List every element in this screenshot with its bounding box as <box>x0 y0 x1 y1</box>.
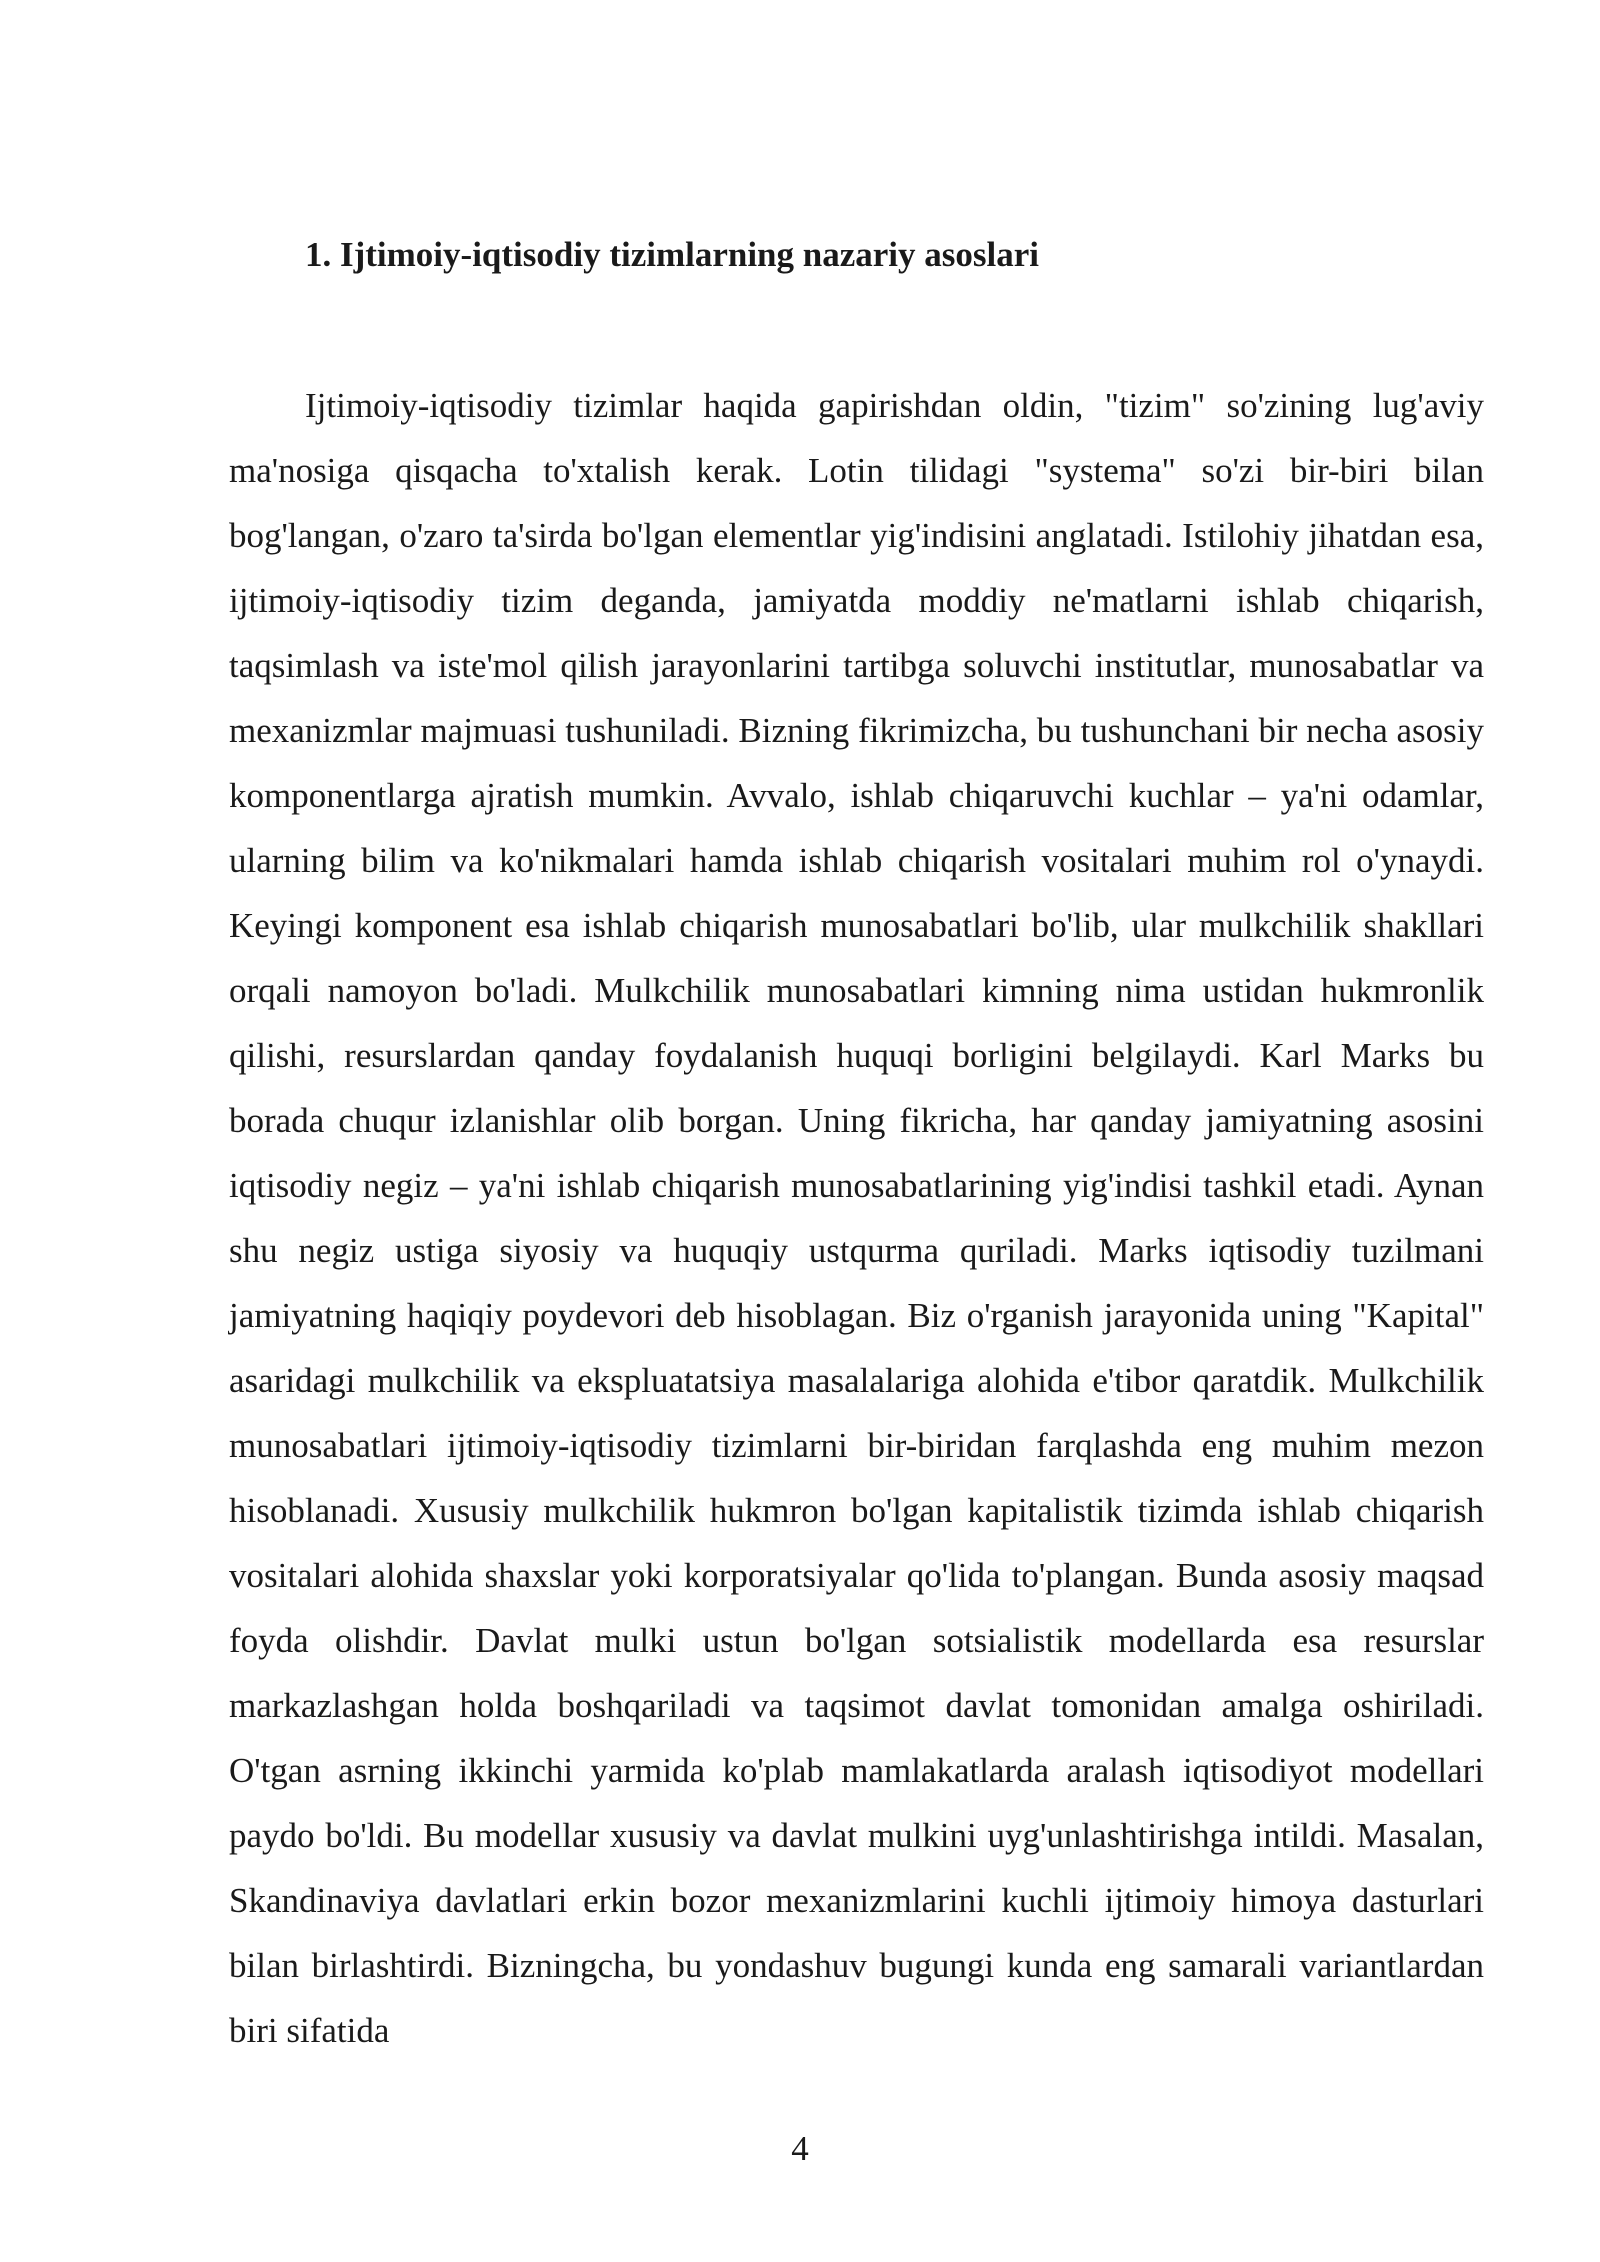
body-paragraph: Ijtimoiy-iqtisodiy tizimlar haqida gapirishdan oldin, "tizim" so'zining lug'aviy ma'nosiga qisqacha to'xtalish kerak. Lotin tilidagi "systema" so'zi bir-biri bilan bog'langan, o'zaro ta'sirda bo'lgan elementlar yig'indisini anglatadi. Istilohiy jihatdan esa, ijtimoiy-iqtisodiy tizim deganda, jamiyatda moddiy ne'matlarni ishlab chiqarish, taqsimlash va iste'mol qilish jarayonlarini tartibga soluvchi institutlar, munosabatlar va mexanizmlar majmuasi tushuniladi. Bizning fikrimizcha, bu tushunchani bir necha asosiy komponentlarga ajratish mumkin. Avvalo, ishlab chiqaruvchi kuchlar – ya'ni odamlar, ularning bilim va ko'nikmalari hamda ishlab chiqarish vositalari muhim rol o'ynaydi. Keyingi komponent esa ishlab chiqarish munosabatlari bo'lib, ular mulkchilik shakllari orqali namoyon bo'ladi. Mulkchilik munosabatlari kimning nima ustidan hukmronlik qilishi, resurslardan qanday foydalanish huquqi borligini belgilaydi. Karl Marks bu borada chuqur izlanishlar olib borgan. Uning fikricha, har qanday jamiyatning asosini iqtisodiy negiz – ya'ni ishlab chiqarish munosabatlarining yig'indisi tashkil etadi. Aynan shu negiz ustiga siyosiy va huquqiy ustqurma quriladi. Marks iqtisodiy tuzilmani jamiyatning haqiqiy poydevori deb hisoblagan. Biz o'rganish jarayonida uning "Kapital" asaridagi mulkchilik va ekspluatatsiya masalalariga alohida e'tibor qaratdik. Mulkchilik munosabatlari ijtimoiy-iqtisodiy tizimlarni bir-biridan farqlashda eng muhim mezon hisoblanadi. Xususiy mulkchilik hukmron bo'lgan kapitalistik tizimda ishlab chiqarish vositalari alohida shaxslar yoki korporatsiyalar qo'lida to'plangan. Bunda asosiy maqsad foyda olishdir. Davlat mulki ustun bo'lgan sotsialistik modellarda esa resurslar markazlashgan holda boshqariladi va taqsimot davlat tomonidan amalga oshiriladi. O'tgan asrning ikkinchi yarmida ko'plab mamlakatlarda aralash iqtisodiyot modellari paydo bo'ldi. Bu modellar xususiy va davlat mulkini uyg'unlashtirishga intildi. Masalan, Skandinaviya davlatlari erkin bozor mexanizmlarini kuchli ijtimoiy himoya dasturlari bilan birlashtirdi. Bizningcha, bu yondashuv bugungi kunda eng samarali variantlardan biri sifatida <box>229 386 1484 2050</box>
page-number: 4 <box>791 2129 809 2168</box>
section-heading: 1. Ijtimoiy-iqtisodiy tizimlarning nazariy asoslari <box>305 235 1040 274</box>
